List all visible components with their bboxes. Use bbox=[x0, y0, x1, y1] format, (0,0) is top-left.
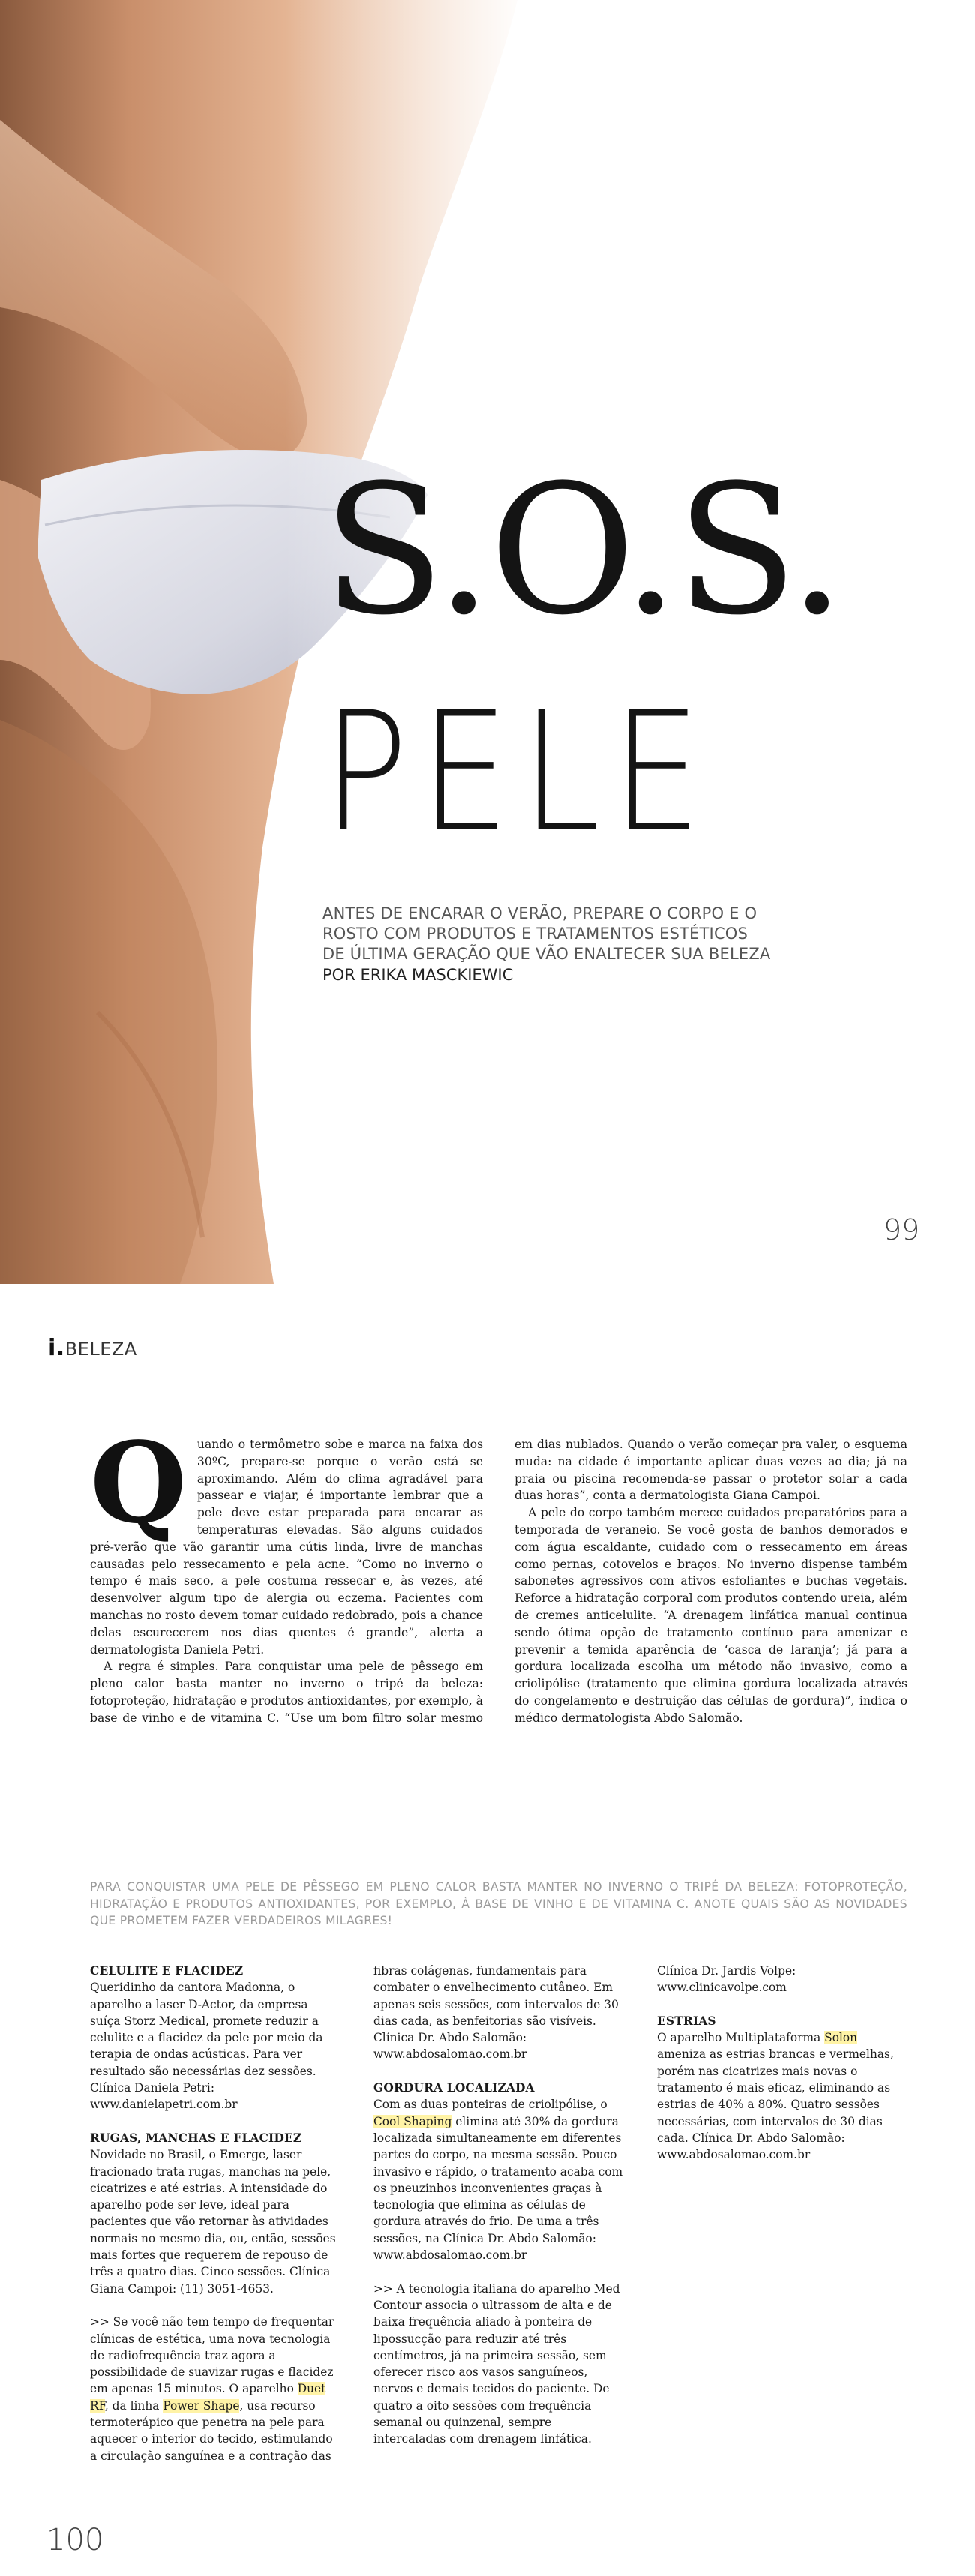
intro-paragraph: A pele do corpo também merece cuidados preparatórios para a temporada de veraneio. Se você gosta de banhos demorados e com água escaldante, cuidado com o ressecamento em áreas como pernas, cotovelos e braços. No inverno dispense também sabonetes agressivos com ativos esfoliantes e buchas vegetais. Reforce a hidratação corporal com produtos contendo ureia, além de cremes anticelulite. “A drenagem linfática manual continua sendo ótima opção de tratamento contínuo para amenizar e prevenir a temida aparência de ‘casca de laranja’; já para a gordura localizada escolha um método não invasivo, como a criolipólise (tratamento que elimina gordura localizada através do congelamento e destruição das células de gordura)”, indica o médico dermatologista Abdo Salomão. bbox=[514, 1506, 908, 1725]
highlight-power-shape: Power Shape bbox=[163, 2398, 240, 2413]
page-number-100: 100 bbox=[46, 2523, 104, 2557]
intro-text bbox=[90, 1417, 908, 1727]
subtitle-line: DE ÚLTIMA GERAÇÃO QUE VÃO ENALTECER SUA BELEZA bbox=[322, 945, 771, 963]
section-letter: i. bbox=[48, 1335, 65, 1361]
intro-paragraph: A regra é simples. Para conquistar uma pele de pêssego em pleno calor basta manter no inverno o tripé da beleza: fotoproteção, hidratação e produtos antioxidantes, por exemplo, à base de vinho e de vitamina C. “Use um bom filtro solar mesmo em dias nublados. Quando o verão começar pra valer, o esquema muda: na cidade é importante aplicar duas vezes ao dia; já na praia ou piscina recomenda-se passar o protetor solar a cada duas horas”, conta a dermatologista Giana Campoi. bbox=[90, 1438, 908, 1725]
box-heading-rugas: RUGAS, MANCHAS E FLACIDEZ bbox=[90, 2131, 302, 2145]
intro-paragraph bbox=[90, 1417, 483, 1658]
highlight-solon: Solon bbox=[824, 2031, 858, 2045]
box-text-radiofrequencia: >> Se você não tem tempo de frequentar clínicas de estética, uma nova tecnologia de radiofrequência traz agora a possibilidade de suavizar rugas e flacidez em apenas 15 minutos. O aparelho Duet RF, da linha Power Shape, usa recurso termoterápico que penetra na pele para aquecer o interior do tecido, estimulando a circulação sanguínea e a contração das fibras colágenas, fundamentais para combater o envelhecimento cutâneo. Em apenas seis sessões, com intervalos de 30 dias cada, as benfeitorias são visíveis. Clínica Dr. Abdo Salomão: www.abdosalomao.com.br bbox=[90, 1964, 619, 2463]
treatment-boxes bbox=[90, 1963, 908, 2480]
title-sos: S.O.S. bbox=[322, 447, 843, 655]
pull-quote: PARA CONQUISTAR UMA PELE DE PÊSSEGO EM PLENO CALOR BASTA MANTER NO INVERNO O TRIPÉ DA BELEZA: FOTOPROTEÇÃO, HIDRATAÇÃO E PRODUTOS ANTIOXIDANTES, POR EXEMPLO, À BASE DE VINHO E DE VITAMINA C. ANOTE QUAIS SÃO AS NOVIDADES QUE PROMETEM FAZER VERDADEIROS MILAGRES! bbox=[90, 1880, 908, 1928]
subtitle bbox=[322, 904, 818, 964]
box-heading-gordura: GORDURA LOCALIZADA bbox=[374, 2081, 535, 2095]
box-heading-estrias: ESTRIAS bbox=[657, 2014, 716, 2028]
section-name: BELEZA bbox=[64, 1339, 137, 1360]
box-heading-celulite: CELULITE E FLACIDEZ bbox=[90, 1964, 244, 1978]
section-tag bbox=[48, 1335, 137, 1361]
byline: POR ERIKA MASCKIEWIC bbox=[322, 966, 514, 984]
drop-cap: Q bbox=[90, 1417, 187, 1548]
highlight-duet-rf: Duet RF bbox=[90, 2382, 326, 2413]
subtitle-line: ROSTO COM PRODUTOS E TRATAMENTOS ESTÉTICOS bbox=[322, 925, 748, 943]
box-text-rugas: Novidade no Brasil, o Emerge, laser fracionado trata rugas, manchas na pele, cicatrizes e até estrias. A intensidade do aparelho pode ser leve, ideal para pacientes que vão retornar às atividades normais no mesmo dia, ou, então, sessões mais fortes que requerem de repouso de três a quatro dias. Cinco sessões. Clínica Giana Campoi: (11) 3051-4653. bbox=[90, 2148, 336, 2296]
page-number-99: 99 bbox=[884, 1213, 920, 1246]
box-text-med-contour: >> A tecnologia italiana do aparelho Med Contour associa o ultrassom de alta e de baixa frequência aliado à ponteira de lipossucção para reduzir até três centímetros, já na primeira sessão, sem oferecer risco aos vasos sanguíneos, nervos e demais tecidos do paciente. De quatro a oito sessões com frequência semanal ou quinzenal, sempre intercaladas com drenagem linfática. Clínica Dr. Jardis Volpe: www.clinicavolpe.com bbox=[374, 1964, 796, 2446]
box-text-celulite: Queridinho da cantora Madonna, o aparelho a laser D-Actor, da empresa suíça Storz Medical, promete reduzir a celulite e a flacidez da pele por meio da terapia de ondas acústicas. Para ver resultado são necessárias dez sessões. Clínica Daniela Petri: www.danielapetri.com.br bbox=[90, 1981, 323, 2112]
box-text-gordura: Com as duas ponteiras de criolipólise, o Cool Shaping elimina até 30% da gordura localizada simultaneamente em diferentes partes do corpo, na mesma sessão. Pouco invasivo e rápido, o tratamento acaba com os pneuzinhos inconvenientes graças à tecnologia que elimina as células de gordura através do frio. De uma a três sessões, na Clínica Dr. Abdo Salomão: www.abdosalomao.com.br bbox=[374, 2098, 623, 2263]
subtitle-line: ANTES DE ENCARAR O VERÃO, PREPARE O CORPO E O bbox=[322, 904, 758, 922]
box-text-estrias: O aparelho Multiplataforma Solon ameniza as estrias brancas e vermelhas, porém nas cicatrizes mais novas o tratamento é mais eficaz, eliminando as estrias de 40% a 80%. Quatro sessões necessárias, com intervalos de 30 dias cada. Clínica Dr. Abdo Salomão: www.abdosalomao.com.br bbox=[657, 2031, 894, 2162]
title-pele: PELE bbox=[322, 676, 713, 868]
intro-paragraph-text: uando o termômetro sobe e marca na faixa dos 30ºC, prepare-se porque o verão está se aproximando. Além do clima agradável para passear e viajar, é importante lembrar que a pele deve estar preparada para encarar as temperaturas elevadas. São alguns cuidados pré-verão que vão garantir uma cútis linda, livre de manchas causadas pelo ressecamento e pela acne. “Como no inverno o tempo é mais seco, a pele costuma ressecar e, às vezes, até desenvolver algum tipo de alergia ou eczema. Pacientes com manchas no rosto devem tomar cuidado redobrado, pois a chance delas escurecerem nos dias quentes é grande”, alerta a dermatologista Daniela Petri. bbox=[90, 1438, 483, 1657]
highlight-cool-shaping: Cool Shaping bbox=[374, 2114, 452, 2128]
